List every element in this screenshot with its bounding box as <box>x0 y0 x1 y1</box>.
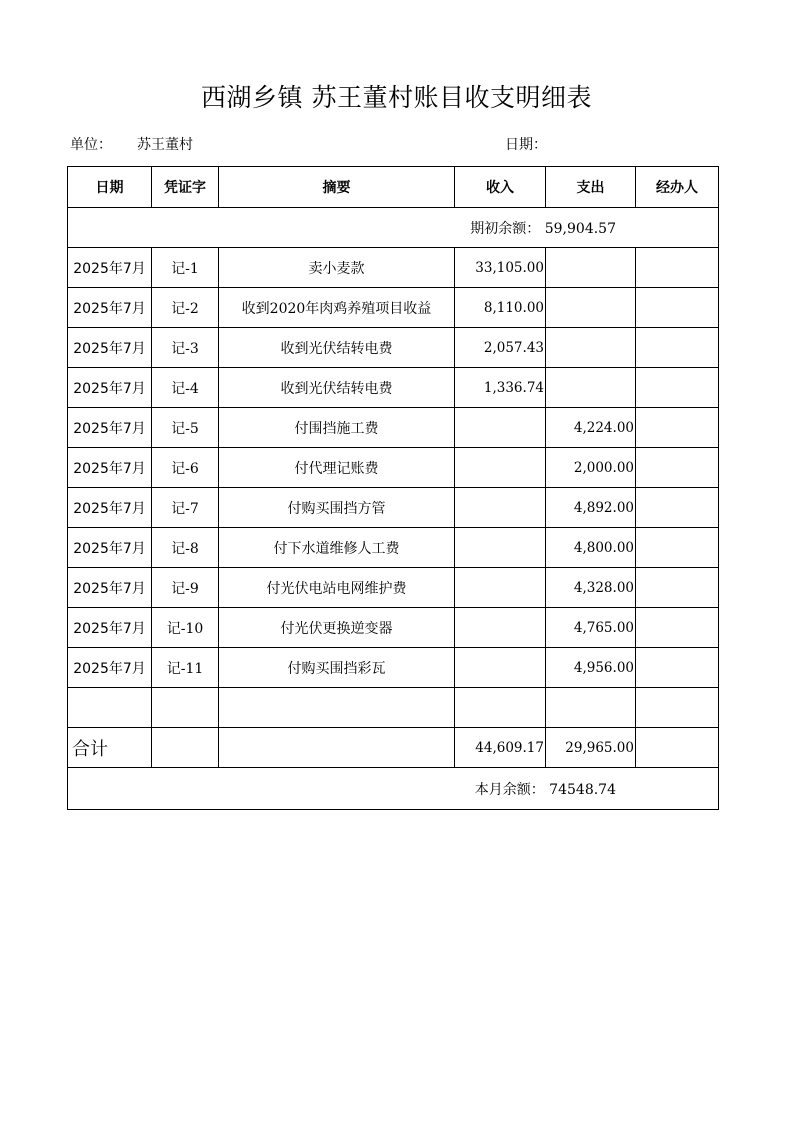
row-summary: 卖小麦款 <box>219 248 455 288</box>
row-income <box>455 488 546 528</box>
row-date: 2025年7月 <box>68 288 152 328</box>
row-expense: 4,800.00 <box>546 528 636 568</box>
table-row <box>68 328 719 368</box>
row-handler <box>636 488 719 528</box>
row-date: 2025年7月 <box>68 488 152 528</box>
row-handler <box>636 568 719 608</box>
ledger-table <box>67 166 719 810</box>
row-handler <box>636 528 719 568</box>
row-voucher: 记-1 <box>152 248 219 288</box>
row-income <box>455 448 546 488</box>
row-expense: 4,956.00 <box>546 648 636 688</box>
row-date: 2025年7月 <box>68 248 152 288</box>
opening-balance-row <box>68 208 719 248</box>
col-header-date: 日期 <box>68 167 152 208</box>
row-income <box>455 608 546 648</box>
row-voucher: 记-4 <box>152 368 219 408</box>
row-voucher: 记-9 <box>152 568 219 608</box>
total-summary-cell <box>219 728 455 768</box>
row-summary: 付围挡施工费 <box>219 408 455 448</box>
row-income <box>455 688 546 728</box>
row-expense <box>546 328 636 368</box>
row-expense <box>546 368 636 408</box>
unit-value: 苏王董村 <box>137 137 193 153</box>
total-handler-cell <box>636 728 719 768</box>
row-expense: 4,892.00 <box>546 488 636 528</box>
row-handler <box>636 288 719 328</box>
row-voucher: 记-8 <box>152 528 219 568</box>
row-date: 2025年7月 <box>68 568 152 608</box>
row-handler <box>636 688 719 728</box>
row-summary: 付下水道维修人工费 <box>219 528 455 568</box>
total-income: 44,609.17 <box>455 728 546 768</box>
col-header-expense: 支出 <box>546 167 636 208</box>
total-expense: 29,965.00 <box>546 728 636 768</box>
col-header-voucher: 凭证字 <box>152 167 219 208</box>
row-income: 33,105.00 <box>455 248 546 288</box>
table-row <box>68 608 719 648</box>
row-income <box>455 568 546 608</box>
row-handler <box>636 248 719 288</box>
row-summary: 付代理记账费 <box>219 448 455 488</box>
table-row <box>68 288 719 328</box>
row-handler <box>636 368 719 408</box>
row-income: 1,336.74 <box>455 368 546 408</box>
total-voucher-cell <box>152 728 219 768</box>
table-row <box>68 528 719 568</box>
row-expense: 4,765.00 <box>546 608 636 648</box>
row-date: 2025年7月 <box>68 408 152 448</box>
header-row <box>68 167 719 208</box>
row-voucher: 记-2 <box>152 288 219 328</box>
row-voucher: 记-6 <box>152 448 219 488</box>
table-row <box>68 448 719 488</box>
row-income <box>455 528 546 568</box>
row-income <box>455 648 546 688</box>
row-expense: 2,000.00 <box>546 448 636 488</box>
row-handler <box>636 328 719 368</box>
total-label: 合计 <box>68 728 152 768</box>
closing-balance: 本月余额： 74548.74 <box>68 768 719 810</box>
row-date: 2025年7月 <box>68 648 152 688</box>
row-voucher: 记-3 <box>152 328 219 368</box>
row-summary: 收到2020年肉鸡养殖项目收益 <box>219 288 455 328</box>
row-income: 8,110.00 <box>455 288 546 328</box>
table-row <box>68 488 719 528</box>
row-handler <box>636 608 719 648</box>
row-voucher: 记-5 <box>152 408 219 448</box>
row-date: 2025年7月 <box>68 448 152 488</box>
row-expense: 4,224.00 <box>546 408 636 448</box>
page-title: 西湖乡镇 苏王董村账目收支明细表 <box>201 83 592 112</box>
row-handler <box>636 648 719 688</box>
row-handler <box>636 408 719 448</box>
row-summary: 收到光伏结转电费 <box>219 328 455 368</box>
row-expense: 4,328.00 <box>546 568 636 608</box>
row-expense <box>546 688 636 728</box>
row-voucher: 记-10 <box>152 608 219 648</box>
row-summary <box>219 688 455 728</box>
row-voucher: 记-11 <box>152 648 219 688</box>
row-handler <box>636 448 719 488</box>
unit-label: 单位： <box>70 137 112 153</box>
row-income <box>455 408 546 448</box>
row-expense <box>546 288 636 328</box>
table-row <box>68 248 719 288</box>
row-summary: 收到光伏结转电费 <box>219 368 455 408</box>
table-row <box>68 648 719 688</box>
opening-balance: 期初余额： 59,904.57 <box>68 208 719 248</box>
table-row <box>68 368 719 408</box>
row-voucher: 记-7 <box>152 488 219 528</box>
row-date: 2025年7月 <box>68 368 152 408</box>
row-summary: 付光伏更换逆变器 <box>219 608 455 648</box>
row-date: 2025年7月 <box>68 328 152 368</box>
row-expense <box>546 248 636 288</box>
row-summary: 付购买围挡方管 <box>219 488 455 528</box>
row-date: 2025年7月 <box>68 608 152 648</box>
row-date <box>68 688 152 728</box>
closing-balance-row <box>68 768 719 810</box>
col-header-handler: 经办人 <box>636 167 719 208</box>
table-row <box>68 408 719 448</box>
table-row <box>68 568 719 608</box>
row-summary: 付购买围挡彩瓦 <box>219 648 455 688</box>
table-row <box>68 688 719 728</box>
date-label: 日期： <box>505 137 547 153</box>
col-header-income: 收入 <box>455 167 546 208</box>
row-date: 2025年7月 <box>68 528 152 568</box>
row-voucher <box>152 688 219 728</box>
total-row <box>68 728 719 768</box>
col-header-summary: 摘要 <box>219 167 455 208</box>
row-income: 2,057.43 <box>455 328 546 368</box>
row-summary: 付光伏电站电网维护费 <box>219 568 455 608</box>
